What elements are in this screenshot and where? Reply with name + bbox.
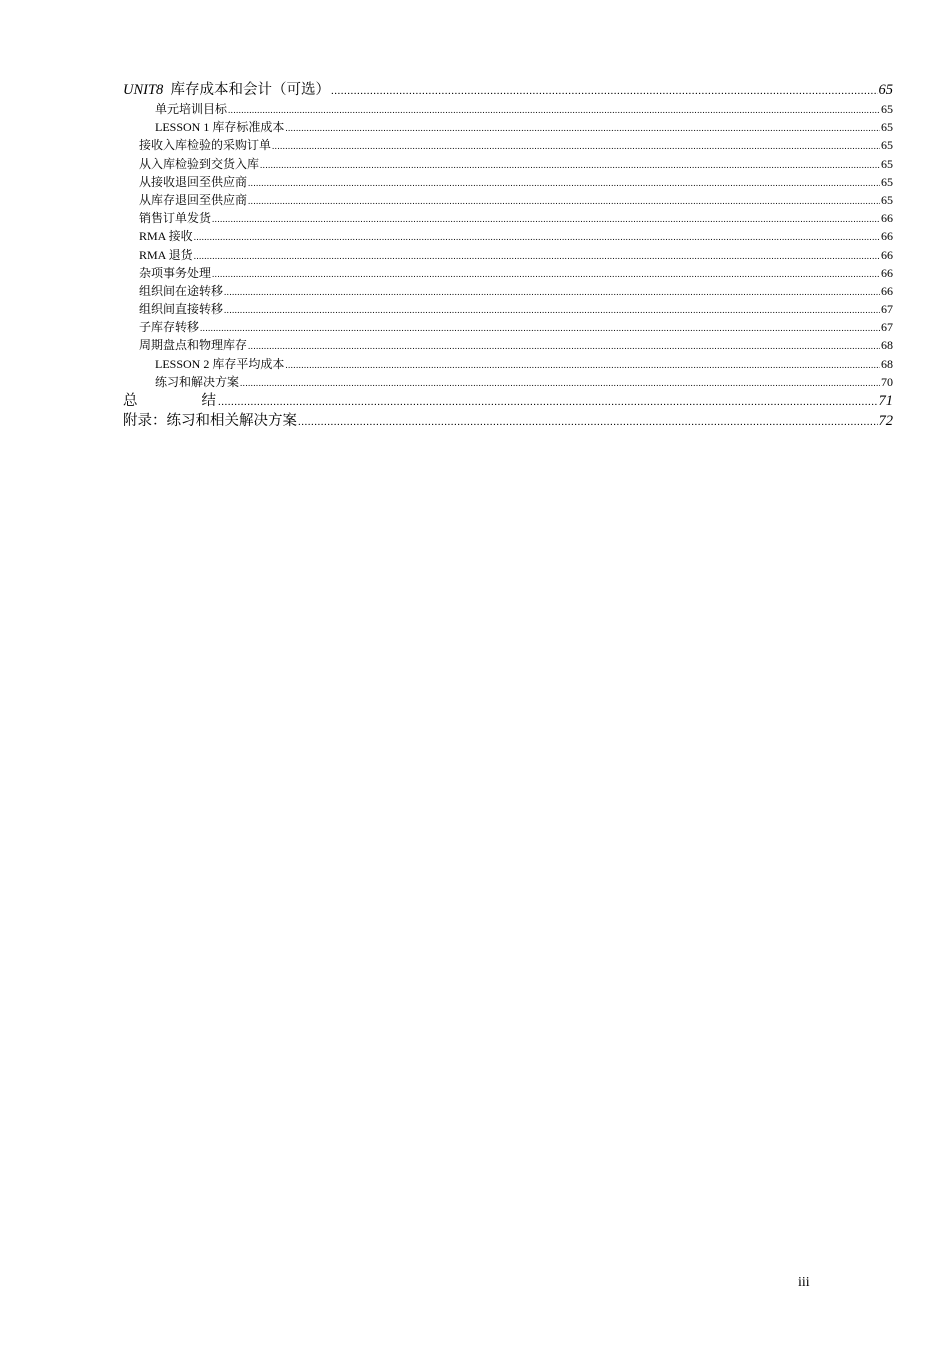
toc-entry-lesson1[interactable] bbox=[123, 118, 893, 136]
dot-leader bbox=[200, 318, 880, 337]
dot-leader bbox=[212, 264, 880, 283]
dot-leader bbox=[248, 173, 880, 192]
toc-entry-unit-objectives[interactable] bbox=[123, 100, 893, 118]
toc-entry-page: 72 bbox=[878, 413, 893, 429]
toc-entry-page: 67 bbox=[881, 320, 893, 335]
toc-entry-item[interactable] bbox=[123, 336, 893, 354]
toc-entry-page: 66 bbox=[881, 211, 893, 226]
toc-entry-page: 66 bbox=[881, 247, 893, 262]
dot-leader bbox=[224, 282, 880, 301]
toc-entry-page: 68 bbox=[881, 356, 893, 371]
toc-entry-item[interactable] bbox=[123, 227, 893, 245]
dot-leader bbox=[218, 391, 878, 412]
toc-entry-item[interactable] bbox=[123, 136, 893, 154]
page-number: iii bbox=[798, 1275, 810, 1290]
dot-leader bbox=[285, 355, 880, 374]
table-of-contents bbox=[123, 80, 893, 431]
dot-leader bbox=[224, 300, 880, 319]
toc-entry-exercises[interactable] bbox=[123, 373, 893, 391]
toc-entry-item[interactable] bbox=[123, 318, 893, 336]
toc-entry-label: 周期盘点和物理库存 bbox=[139, 338, 248, 353]
toc-entry-label: 总结 bbox=[123, 393, 280, 409]
toc-entry-label: 组织间直接转移 bbox=[139, 302, 224, 317]
toc-entry-label: UNIT8 库存成本和会计（可选） bbox=[123, 82, 331, 98]
dot-leader bbox=[248, 191, 880, 210]
toc-entry-label: 组织间在途转移 bbox=[139, 283, 224, 298]
toc-entry-label: 练习和解决方案 bbox=[155, 374, 240, 389]
toc-entry-item[interactable] bbox=[123, 264, 893, 282]
toc-entry-label: 销售订单发货 bbox=[139, 211, 212, 226]
toc-entry-page: 66 bbox=[881, 229, 893, 244]
toc-entry-lesson2[interactable] bbox=[123, 355, 893, 373]
toc-entry-page: 65 bbox=[878, 82, 893, 98]
dot-leader bbox=[298, 411, 878, 432]
toc-entry-label: 从库存退回至供应商 bbox=[139, 192, 248, 207]
dot-leader bbox=[260, 155, 880, 174]
toc-entry-page: 67 bbox=[881, 302, 893, 317]
toc-entry-label: RMA 接收 bbox=[139, 229, 193, 244]
toc-entry-label: RMA 退货 bbox=[139, 247, 193, 262]
dot-leader bbox=[272, 136, 880, 155]
toc-entry-page: 71 bbox=[878, 393, 893, 409]
toc-entry-page: 66 bbox=[881, 265, 893, 280]
dot-leader bbox=[240, 373, 880, 392]
toc-entry-item[interactable] bbox=[123, 155, 893, 173]
toc-entry-label: LESSON 2 库存平均成本 bbox=[155, 356, 285, 371]
toc-entry-label: 接收入库检验的采购订单 bbox=[139, 138, 272, 153]
toc-entry-unit8[interactable] bbox=[123, 80, 893, 100]
toc-entry-page: 65 bbox=[881, 174, 893, 189]
toc-entry-page: 65 bbox=[881, 120, 893, 135]
dot-leader bbox=[194, 227, 880, 246]
toc-entry-label: 附录：练习和相关解决方案 bbox=[123, 413, 297, 429]
toc-entry-label: 从接收退回至供应商 bbox=[139, 174, 248, 189]
dot-leader bbox=[248, 336, 880, 355]
toc-entry-item[interactable] bbox=[123, 173, 893, 191]
toc-entry-page: 65 bbox=[881, 102, 893, 116]
toc-entry-label: 杂项事务处理 bbox=[139, 265, 212, 280]
toc-entry-page: 65 bbox=[881, 156, 893, 171]
toc-entry-item[interactable] bbox=[123, 191, 893, 209]
toc-entry-label: 从入库检验到交货入库 bbox=[139, 156, 260, 171]
toc-entry-item[interactable] bbox=[123, 300, 893, 318]
toc-entry-item[interactable] bbox=[123, 282, 893, 300]
toc-entry-label: 单元培训目标 bbox=[155, 102, 228, 116]
dot-leader bbox=[228, 100, 880, 119]
toc-entry-label: LESSON 1 库存标准成本 bbox=[155, 120, 285, 135]
toc-entry-summary[interactable] bbox=[123, 391, 893, 411]
toc-entry-appendix[interactable] bbox=[123, 411, 893, 431]
toc-entry-page: 65 bbox=[881, 138, 893, 153]
toc-entry-page: 65 bbox=[881, 192, 893, 207]
toc-entry-label: 子库存转移 bbox=[139, 320, 200, 335]
toc-entry-item[interactable] bbox=[123, 246, 893, 264]
dot-leader bbox=[194, 246, 880, 265]
toc-entry-page: 68 bbox=[881, 338, 893, 353]
dot-leader bbox=[285, 118, 880, 137]
toc-entry-page: 70 bbox=[881, 374, 893, 389]
dot-leader bbox=[331, 80, 877, 101]
dot-leader bbox=[212, 209, 880, 228]
toc-entry-page: 66 bbox=[881, 283, 893, 298]
toc-entry-item[interactable] bbox=[123, 209, 893, 227]
